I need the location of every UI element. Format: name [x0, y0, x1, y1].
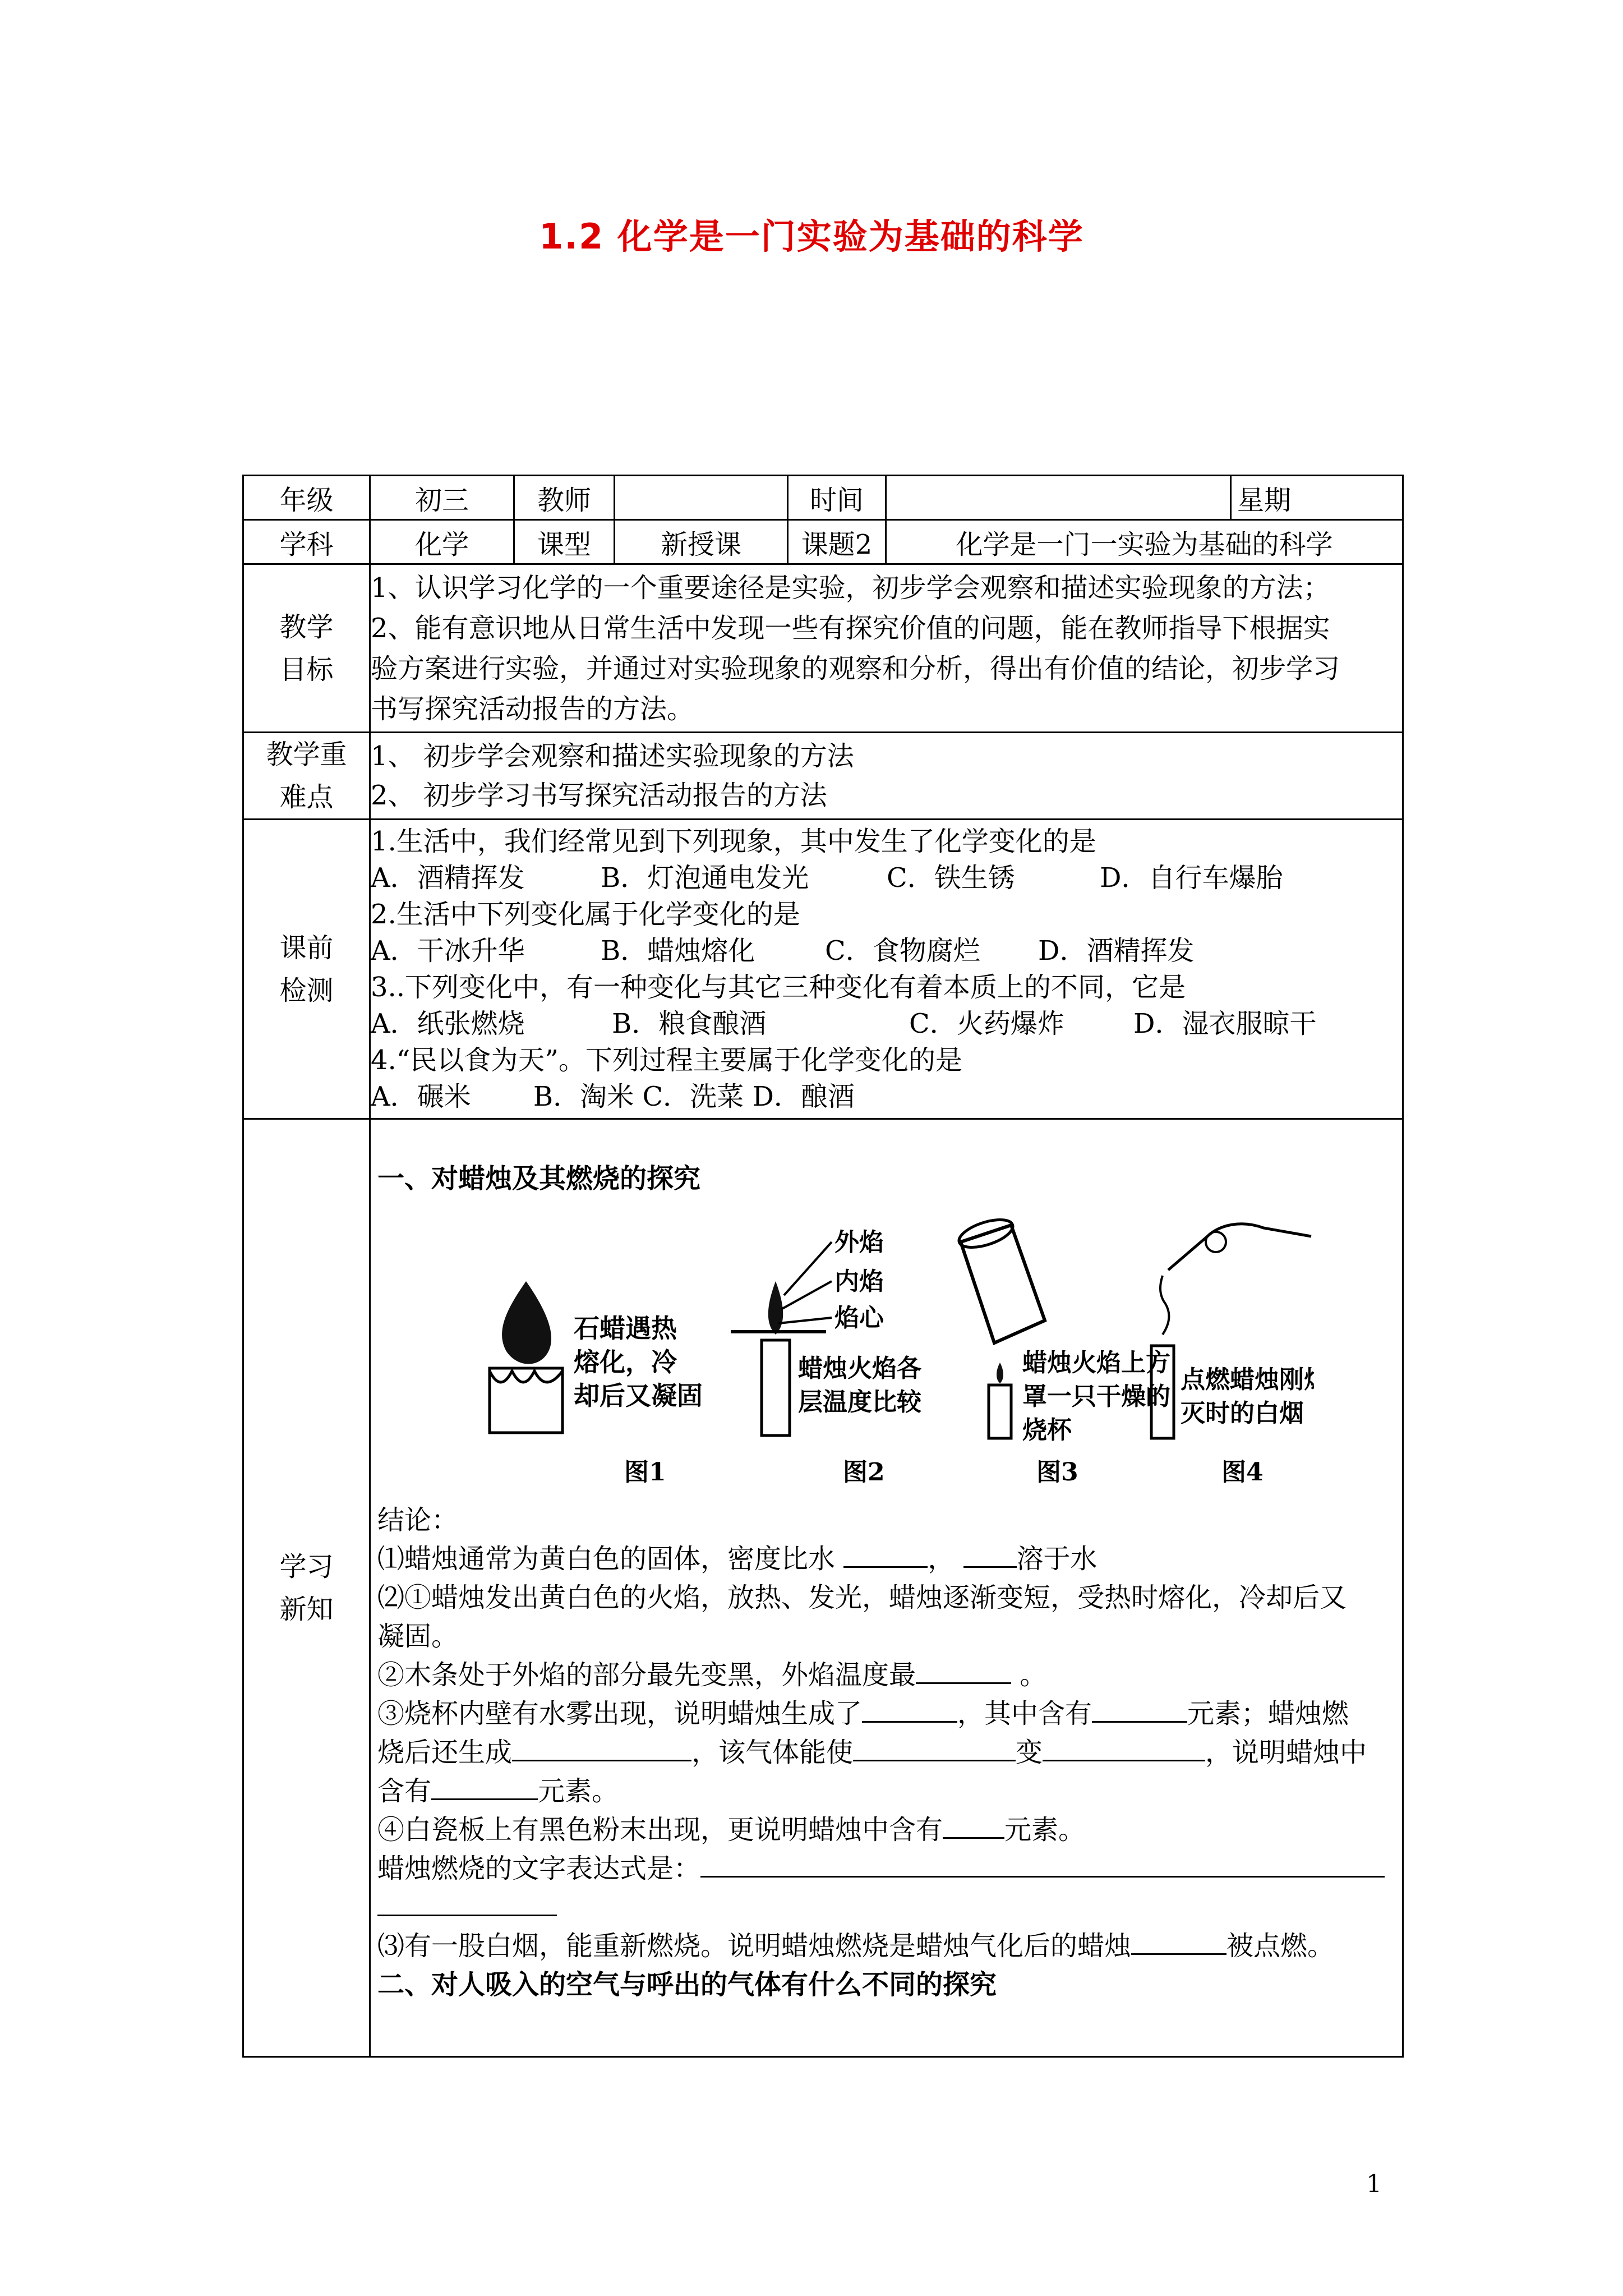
figure-2-flame-layers — [731, 1228, 922, 1435]
blank-element-h[interactable] — [1092, 1696, 1187, 1723]
section-2-heading: 二、对人吸入的空气与呼出的气体有什么不同的探究 — [377, 1969, 997, 2000]
subject-label: 学科 — [243, 520, 370, 564]
blank-reagent[interactable] — [853, 1735, 1016, 1761]
option: C．食物腐烂 — [825, 935, 980, 967]
blank-outer-flame-temp[interactable] — [916, 1658, 1011, 1684]
conclusion-line-5 — [377, 1695, 1402, 1733]
option: D．自行车爆胎 — [1100, 862, 1283, 894]
figure-4-white-smoke — [1151, 1224, 1314, 1438]
fig1-text-line: 石蜡遇热 — [574, 1313, 677, 1343]
conclusion-line-2: ⑵①蜡烛发出黄白色的火焰，放热、发光，蜡烛逐渐变短，受热时熔化，冷却后又 — [377, 1582, 1347, 1613]
figure-1-melting-candle — [490, 1281, 703, 1433]
conclusion-line-7 — [377, 1772, 1402, 1811]
blank-product-water[interactable] — [862, 1696, 957, 1723]
option: A．干冰升华 — [371, 935, 525, 967]
keypoints-label-line-2: 难点 — [279, 781, 334, 813]
text: 。 — [1011, 1659, 1047, 1691]
figure-caption: 图4 — [1221, 1458, 1264, 1483]
goals-label-line-1: 教学 — [279, 611, 334, 643]
text: 蜡烛燃烧的文字表达式是： — [377, 1853, 701, 1884]
blank-word-equation-continued[interactable] — [377, 1890, 557, 1916]
goals-row — [243, 564, 1403, 733]
conclusion-line-8 — [377, 1811, 1402, 1849]
pretest-row — [243, 820, 1403, 1119]
flame-core-label: 焰心 — [834, 1304, 884, 1332]
conclusion-line-6 — [377, 1733, 1402, 1772]
keypoints-row — [243, 733, 1403, 820]
blank-word-equation[interactable] — [700, 1851, 1385, 1878]
question-4-options: A．碾米 B．淘米 C．洗菜 D．酿酒 — [371, 1080, 855, 1112]
option: B．蜡烛熔化 — [601, 935, 755, 967]
goal-line: 2、能有意识地从日常生活中发现一些有探究价值的问题，能在教师指导下根据实 — [371, 612, 1330, 644]
goals-label — [243, 564, 370, 733]
option: A．酒精挥发 — [371, 862, 525, 894]
grade-label: 年级 — [243, 476, 370, 520]
blank-element-c[interactable] — [431, 1774, 538, 1800]
text: ③烧杯内壁有水雾出现，说明蜡烛生成了 — [377, 1698, 863, 1729]
question-2: 2.生活中下列变化属于化学变化的是 — [371, 898, 800, 930]
figure-caption: 图1 — [624, 1458, 666, 1483]
option: C．火药爆炸 — [909, 1007, 1064, 1039]
inner-flame-label: 内焰 — [834, 1267, 884, 1296]
text: 溶于水 — [1016, 1543, 1098, 1575]
fig3-text-line: 罩一只干燥的 — [1022, 1382, 1170, 1411]
time-value — [887, 476, 1232, 519]
conclusions — [377, 1501, 1402, 2004]
learn-label-line-2: 新知 — [279, 1593, 334, 1625]
text: ⑶有一股白烟，能重新燃烧。说明蜡烛燃烧是蜡烛气化后的蜡烛 — [377, 1930, 1132, 1962]
fig1-text-line: 却后又凝固 — [574, 1381, 703, 1411]
text: 烧后还生成 — [377, 1737, 513, 1768]
option: D．湿衣服晾干 — [1133, 1007, 1317, 1039]
option: C．铁生锈 — [887, 862, 1015, 894]
question-1: 1.生活中，我们经常见到下列现象，其中发生了化学变化的是 — [371, 825, 1096, 857]
grade-value: 初三 — [371, 476, 515, 519]
blank-wax-vapor[interactable] — [1131, 1929, 1227, 1955]
fig4-text-line: 点燃蜡烛刚熄 — [1181, 1365, 1314, 1394]
lesson-type-value: 新授课 — [615, 521, 789, 563]
keypoint-line: 2、 初步学习书写探究活动报告的方法 — [371, 780, 827, 811]
teacher-value — [615, 476, 789, 519]
question-3: 3..下列变化中，有一种变化与其它三种变化有着本质上的不同，它是 — [371, 971, 1186, 1003]
text: ， — [928, 1543, 963, 1575]
lesson-plan-table — [242, 475, 1404, 2058]
text: 元素。 — [1004, 1814, 1086, 1846]
goal-line: 验方案进行实验，并通过对实验现象的观察和分析，得出有价值的结论，初步学习 — [371, 652, 1340, 684]
fig3-text-line: 烧杯 — [1022, 1416, 1072, 1444]
text: 元素；蜡烛燃 — [1187, 1698, 1349, 1729]
conclusion-line-9b — [377, 1888, 1402, 1927]
keypoints-content — [370, 733, 1403, 820]
goals-label-line-2: 目标 — [279, 654, 334, 685]
text: ④白瓷板上有黑色粉末出现，更说明蜡烛中含有 — [377, 1814, 943, 1846]
candle-figures — [439, 1203, 1314, 1483]
text: 元素。 — [538, 1775, 619, 1807]
conclusion-heading: 结论： — [377, 1504, 459, 1536]
text: 被点燃。 — [1227, 1930, 1335, 1962]
conclusion-line-10 — [377, 1927, 1402, 1966]
teacher-label: 教师 — [515, 476, 615, 519]
text: ⑴蜡烛通常为黄白色的固体，密度比水 — [377, 1543, 844, 1575]
blank-density[interactable] — [843, 1542, 928, 1568]
blank-element-carbon[interactable] — [943, 1812, 1004, 1839]
pretest-label-line-1: 课前 — [279, 932, 334, 964]
question-2-options — [371, 933, 1402, 969]
goal-line: 1、认识学习化学的一个重要途径是实验，初步学会观察和描述实验现象的方法； — [371, 572, 1330, 604]
text: ，说明蜡烛中 — [1205, 1737, 1367, 1768]
outer-flame-label: 外焰 — [834, 1228, 884, 1257]
header-row-1 — [243, 476, 1403, 520]
conclusion-line-3: 凝固。 — [377, 1621, 459, 1652]
text: 变 — [1016, 1737, 1043, 1768]
text: ，该气体能使 — [691, 1737, 854, 1768]
conclusion-line-4 — [377, 1656, 1402, 1695]
blank-solubility[interactable] — [963, 1542, 1017, 1568]
fig3-text-line: 蜡烛火焰上方 — [1022, 1349, 1170, 1377]
question-3-options — [371, 1006, 1402, 1042]
time-label: 时间 — [789, 476, 887, 519]
topic-value: 化学是一门一实验为基础的科学 — [956, 528, 1333, 560]
fig1-text-line: 熔化，冷 — [574, 1347, 677, 1377]
keypoints-label-line-1: 教学重 — [266, 739, 347, 770]
learn-row — [243, 1119, 1403, 2057]
figure-caption: 图2 — [843, 1458, 885, 1483]
topic-label: 课题2 — [789, 521, 887, 563]
fig4-text-line: 灭时的白烟 — [1181, 1399, 1304, 1428]
learn-label-line-1: 学习 — [279, 1550, 334, 1582]
keypoint-line: 1、 初步学会观察和描述实验现象的方法 — [371, 740, 854, 772]
goal-line: 书写探究活动报告的方法。 — [371, 693, 694, 725]
pretest-label-line-2: 检测 — [279, 974, 334, 1006]
pretest-content — [370, 820, 1403, 1119]
lesson-type-label: 课型 — [515, 521, 615, 563]
conclusion-line-9 — [377, 1849, 1402, 1888]
blank-change[interactable] — [1043, 1735, 1205, 1761]
conclusion-line-1 — [377, 1540, 1402, 1579]
fig2-text-line: 蜡烛火焰各 — [798, 1354, 921, 1383]
question-4: 4.“民以食为天”。下列过程主要属于化学变化的是 — [371, 1044, 962, 1076]
learn-content — [370, 1119, 1403, 2057]
text: 含有 — [377, 1775, 432, 1807]
learn-label — [243, 1119, 370, 2057]
option: D．酒精挥发 — [1038, 935, 1195, 967]
figure-caption: 图3 — [1036, 1458, 1078, 1483]
keypoints-label — [243, 733, 370, 820]
text: ，其中含有 — [957, 1698, 1092, 1729]
blank-gas[interactable] — [512, 1735, 691, 1761]
page-number: 1 — [1366, 2170, 1382, 2198]
pretest-label — [243, 820, 370, 1119]
goals-content — [370, 564, 1403, 733]
option: B．灯泡通电发光 — [601, 862, 809, 894]
section-1-heading: 一、对蜡烛及其燃烧的探究 — [377, 1163, 701, 1194]
candle-experiments-figure — [377, 1198, 1402, 1490]
subject-value: 化学 — [371, 521, 515, 563]
option: A．纸张燃烧 — [371, 1007, 525, 1039]
option: B．粮食酿酒 — [612, 1007, 767, 1039]
text: ②木条处于外焰的部分最先变黑，外焰温度最 — [377, 1659, 916, 1691]
week-label: 星期 — [1237, 484, 1292, 516]
question-1-options — [371, 860, 1402, 896]
fig2-text-line: 层温度比较 — [798, 1388, 921, 1416]
page-title: 1.2 化学是一门实验为基础的科学 — [539, 216, 1084, 257]
header-row-2 — [243, 520, 1403, 564]
figure-3-beaker-over-flame — [956, 1214, 1170, 1444]
